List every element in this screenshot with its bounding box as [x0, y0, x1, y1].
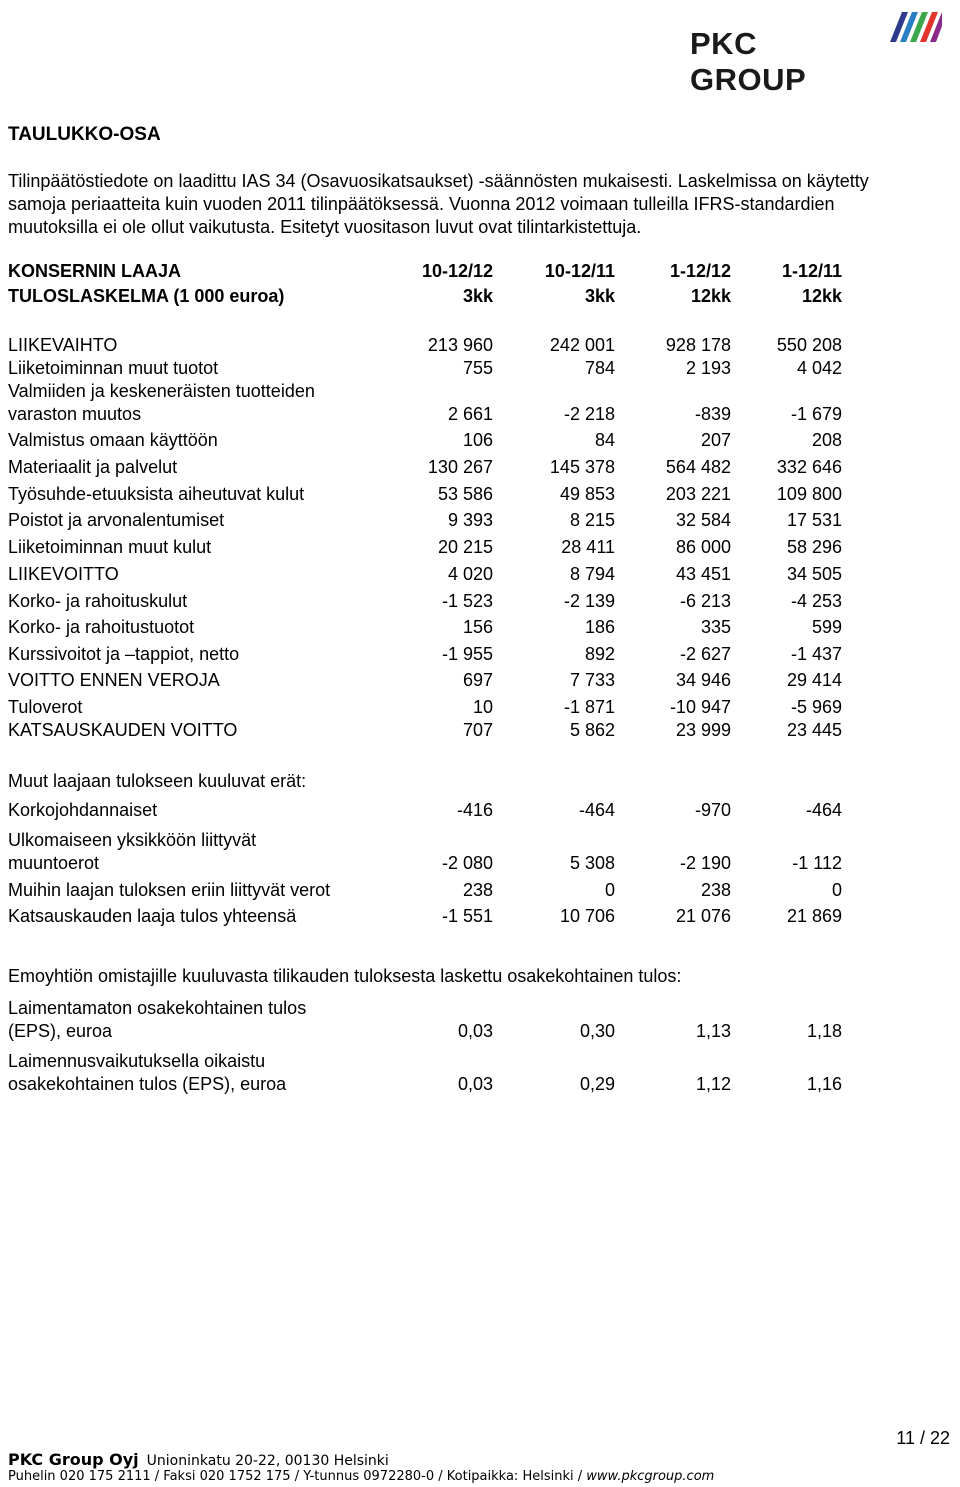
row-value: 7 733: [569, 670, 615, 690]
footer-company: PKC Group Oyj: [8, 1450, 139, 1469]
row-value: -2 139: [563, 591, 615, 611]
row-value: -464: [578, 800, 615, 820]
intro-line: muutoksilla ei ole ollut vaikutusta. Esitetyt vuositason luvut ovat tilintarkistettuja.: [8, 217, 642, 237]
column-period: 12kk: [690, 286, 731, 306]
row-label: Liiketoiminnan muut kulut: [8, 537, 212, 557]
row-value: 0: [831, 880, 842, 900]
row-value: 10 706: [559, 906, 615, 926]
row-value: 86 000: [675, 537, 731, 557]
row-label-continued: osakekohtainen tulos (EPS), euroa: [8, 1074, 287, 1094]
row-label-continued: muuntoerot: [8, 853, 100, 873]
footer-company-line: [8, 1450, 389, 1469]
row-value: 203 221: [665, 484, 731, 504]
row-value: -839: [694, 404, 731, 424]
row-value: 1,18: [806, 1021, 842, 1041]
row-label-continued: varaston muutos: [8, 404, 142, 424]
row-value: 207: [700, 430, 731, 450]
row-value: 130 267: [427, 457, 493, 477]
row-value: 9 393: [447, 510, 493, 530]
page-number: 11 / 22: [896, 1428, 950, 1448]
row-value: 32 584: [675, 510, 731, 530]
table-title: KONSERNIN LAAJA: [8, 261, 182, 281]
row-value: -5 969: [790, 697, 842, 717]
row-value: 1,12: [695, 1074, 731, 1094]
row-value: -10 947: [669, 697, 731, 717]
footer-contact-line: [8, 1469, 714, 1484]
row-label: Korko- ja rahoituskulut: [8, 591, 188, 611]
row-value: 213 960: [427, 335, 493, 355]
intro-line: samoja periaatteita kuin vuoden 2011 tilinpäätöksessä. Vuonna 2012 voimaan tulleilla IFRS-standardien: [8, 194, 835, 214]
row-value: -1 523: [441, 591, 493, 611]
column-header: 1-12/12: [669, 261, 731, 281]
row-value: 8 794: [569, 564, 615, 584]
intro-paragraph: [8, 170, 953, 239]
row-value: -1 551: [441, 906, 493, 926]
row-value: -6 213: [679, 591, 731, 611]
row-value: 21 869: [786, 906, 842, 926]
row-label: Laimentamaton osakekohtainen tulos: [8, 998, 307, 1018]
row-value: -2 080: [441, 853, 493, 873]
row-label: Laimennusvaikutuksella oikaistu: [8, 1051, 266, 1071]
row-value: 550 208: [776, 335, 842, 355]
row-label: Liiketoiminnan muut tuotot: [8, 358, 219, 378]
row-value: -464: [805, 800, 842, 820]
row-value: 34 505: [786, 564, 842, 584]
row-label: VOITTO ENNEN VEROJA: [8, 670, 220, 690]
row-value: 928 178: [665, 335, 731, 355]
row-value: 8 215: [569, 510, 615, 530]
row-value: 20 215: [437, 537, 493, 557]
row-value: 1,16: [806, 1074, 842, 1094]
row-value: 4 020: [447, 564, 493, 584]
row-value: 29 414: [786, 670, 842, 690]
row-value: 0: [604, 880, 615, 900]
row-value: 2 661: [447, 404, 493, 424]
row-value: 10: [472, 697, 493, 717]
row-label: Poistot ja arvonalentumiset: [8, 510, 225, 530]
row-value: 23 999: [675, 720, 731, 740]
row-value: 755: [462, 358, 493, 378]
row-value: 145 378: [549, 457, 615, 477]
pkc-group-logo: [690, 8, 950, 97]
row-value: -2 190: [679, 853, 731, 873]
row-label: Tuloverot: [8, 697, 83, 717]
row-label: KATSAUSKAUDEN VOITTO: [8, 720, 238, 740]
row-label: Materiaalit ja palvelut: [8, 457, 178, 477]
row-label: Valmiiden ja keskeneräisten tuotteiden: [8, 381, 315, 401]
column-header: 1-12/11: [781, 261, 842, 281]
section-heading: Emoyhtiön omistajille kuuluvasta tilikauden tuloksesta laskettu osakekohtainen tulos:: [8, 966, 682, 986]
column-period: 3kk: [584, 286, 615, 306]
column-header: 10-12/12: [421, 261, 493, 281]
row-label: Valmistus omaan käyttöön: [8, 430, 218, 450]
row-label: Kurssivoitot ja –tappiot, netto: [8, 644, 240, 664]
row-label: Muihin laajan tuloksen eriin liittyvät verot: [8, 880, 331, 900]
row-value: 697: [462, 670, 493, 690]
section-title: TAULUKKO-OSA: [8, 124, 161, 145]
row-value: 892: [584, 644, 615, 664]
row-label: Ulkomaiseen yksikköön liittyvät: [8, 830, 257, 850]
row-value: 23 445: [786, 720, 842, 740]
row-value: 4 042: [796, 358, 842, 378]
footer-address: Unioninkatu 20-22, 00130 Helsinki: [146, 1453, 389, 1469]
row-value: 599: [811, 617, 842, 637]
row-label: Katsauskauden laaja tulos yhteensä: [8, 906, 297, 926]
logo-stripes-icon: [882, 8, 942, 42]
row-value: 784: [584, 358, 615, 378]
row-value: 106: [462, 430, 493, 450]
row-value: -1 437: [790, 644, 842, 664]
row-value: 5 862: [569, 720, 615, 740]
intro-line: Tilinpäätöstiedote on laadittu IAS 34 (Osavuosikatsaukset) -säännösten mukaisesti. Laskelmissa on käytetty: [8, 171, 869, 191]
row-value: 242 001: [549, 335, 615, 355]
row-value: -1 679: [790, 404, 842, 424]
row-value: 564 482: [665, 457, 731, 477]
footer-website-link[interactable]: www.pkcgroup.com: [586, 1469, 715, 1484]
logo-wordmark: PKC GROUP: [690, 26, 807, 97]
row-value: 1,13: [695, 1021, 731, 1041]
row-value: -416: [456, 800, 493, 820]
row-label: Korkojohdannaiset: [8, 800, 158, 820]
row-value: 43 451: [675, 564, 731, 584]
row-label: LIIKEVAIHTO: [8, 335, 118, 355]
table-title: TULOSLASKELMA (1 000 euroa): [8, 286, 285, 306]
row-value: 0,03: [457, 1021, 493, 1041]
row-value: 156: [462, 617, 493, 637]
row-value: -2 218: [563, 404, 615, 424]
row-value: 17 531: [786, 510, 842, 530]
row-value: -4 253: [790, 591, 842, 611]
row-value: -1 955: [441, 644, 493, 664]
row-value: -1 112: [792, 853, 842, 873]
row-value: 208: [811, 430, 842, 450]
row-value: 109 800: [776, 484, 842, 504]
row-label: LIIKEVOITTO: [8, 564, 119, 584]
row-value: 2 193: [685, 358, 731, 378]
row-value: 53 586: [437, 484, 493, 504]
row-value: 186: [584, 617, 615, 637]
row-value: 5 308: [569, 853, 615, 873]
row-value: 58 296: [786, 537, 842, 557]
row-label: Korko- ja rahoitustuotot: [8, 617, 195, 637]
column-period: 3kk: [462, 286, 493, 306]
row-value: -2 627: [679, 644, 731, 664]
row-value: 0,29: [579, 1074, 615, 1094]
row-label: Työsuhde-etuuksista aiheutuvat kulut: [8, 484, 305, 504]
row-label-continued: (EPS), euroa: [8, 1021, 113, 1041]
row-value: 238: [462, 880, 493, 900]
row-value: -970: [694, 800, 731, 820]
row-value: -1 871: [563, 697, 615, 717]
row-value: 335: [700, 617, 731, 637]
column-header: 10-12/11: [544, 261, 615, 281]
footer-contact: Puhelin 020 175 2111 / Faksi 020 1752 175 / Y-tunnus 0972280-0 / Kotipaikka: Helsinki /: [8, 1469, 587, 1484]
row-value: 84: [594, 430, 615, 450]
row-value: 49 853: [559, 484, 615, 504]
row-value: 34 946: [675, 670, 731, 690]
row-value: 707: [462, 720, 493, 740]
section-heading: Muut laajaan tulokseen kuuluvat erät:: [8, 771, 307, 791]
row-value: 0,30: [579, 1021, 615, 1041]
row-value: 332 646: [776, 457, 842, 477]
column-period: 12kk: [801, 286, 842, 306]
row-value: 238: [700, 880, 731, 900]
row-value: 28 411: [561, 537, 615, 557]
row-value: 21 076: [675, 906, 731, 926]
row-value: 0,03: [457, 1074, 493, 1094]
